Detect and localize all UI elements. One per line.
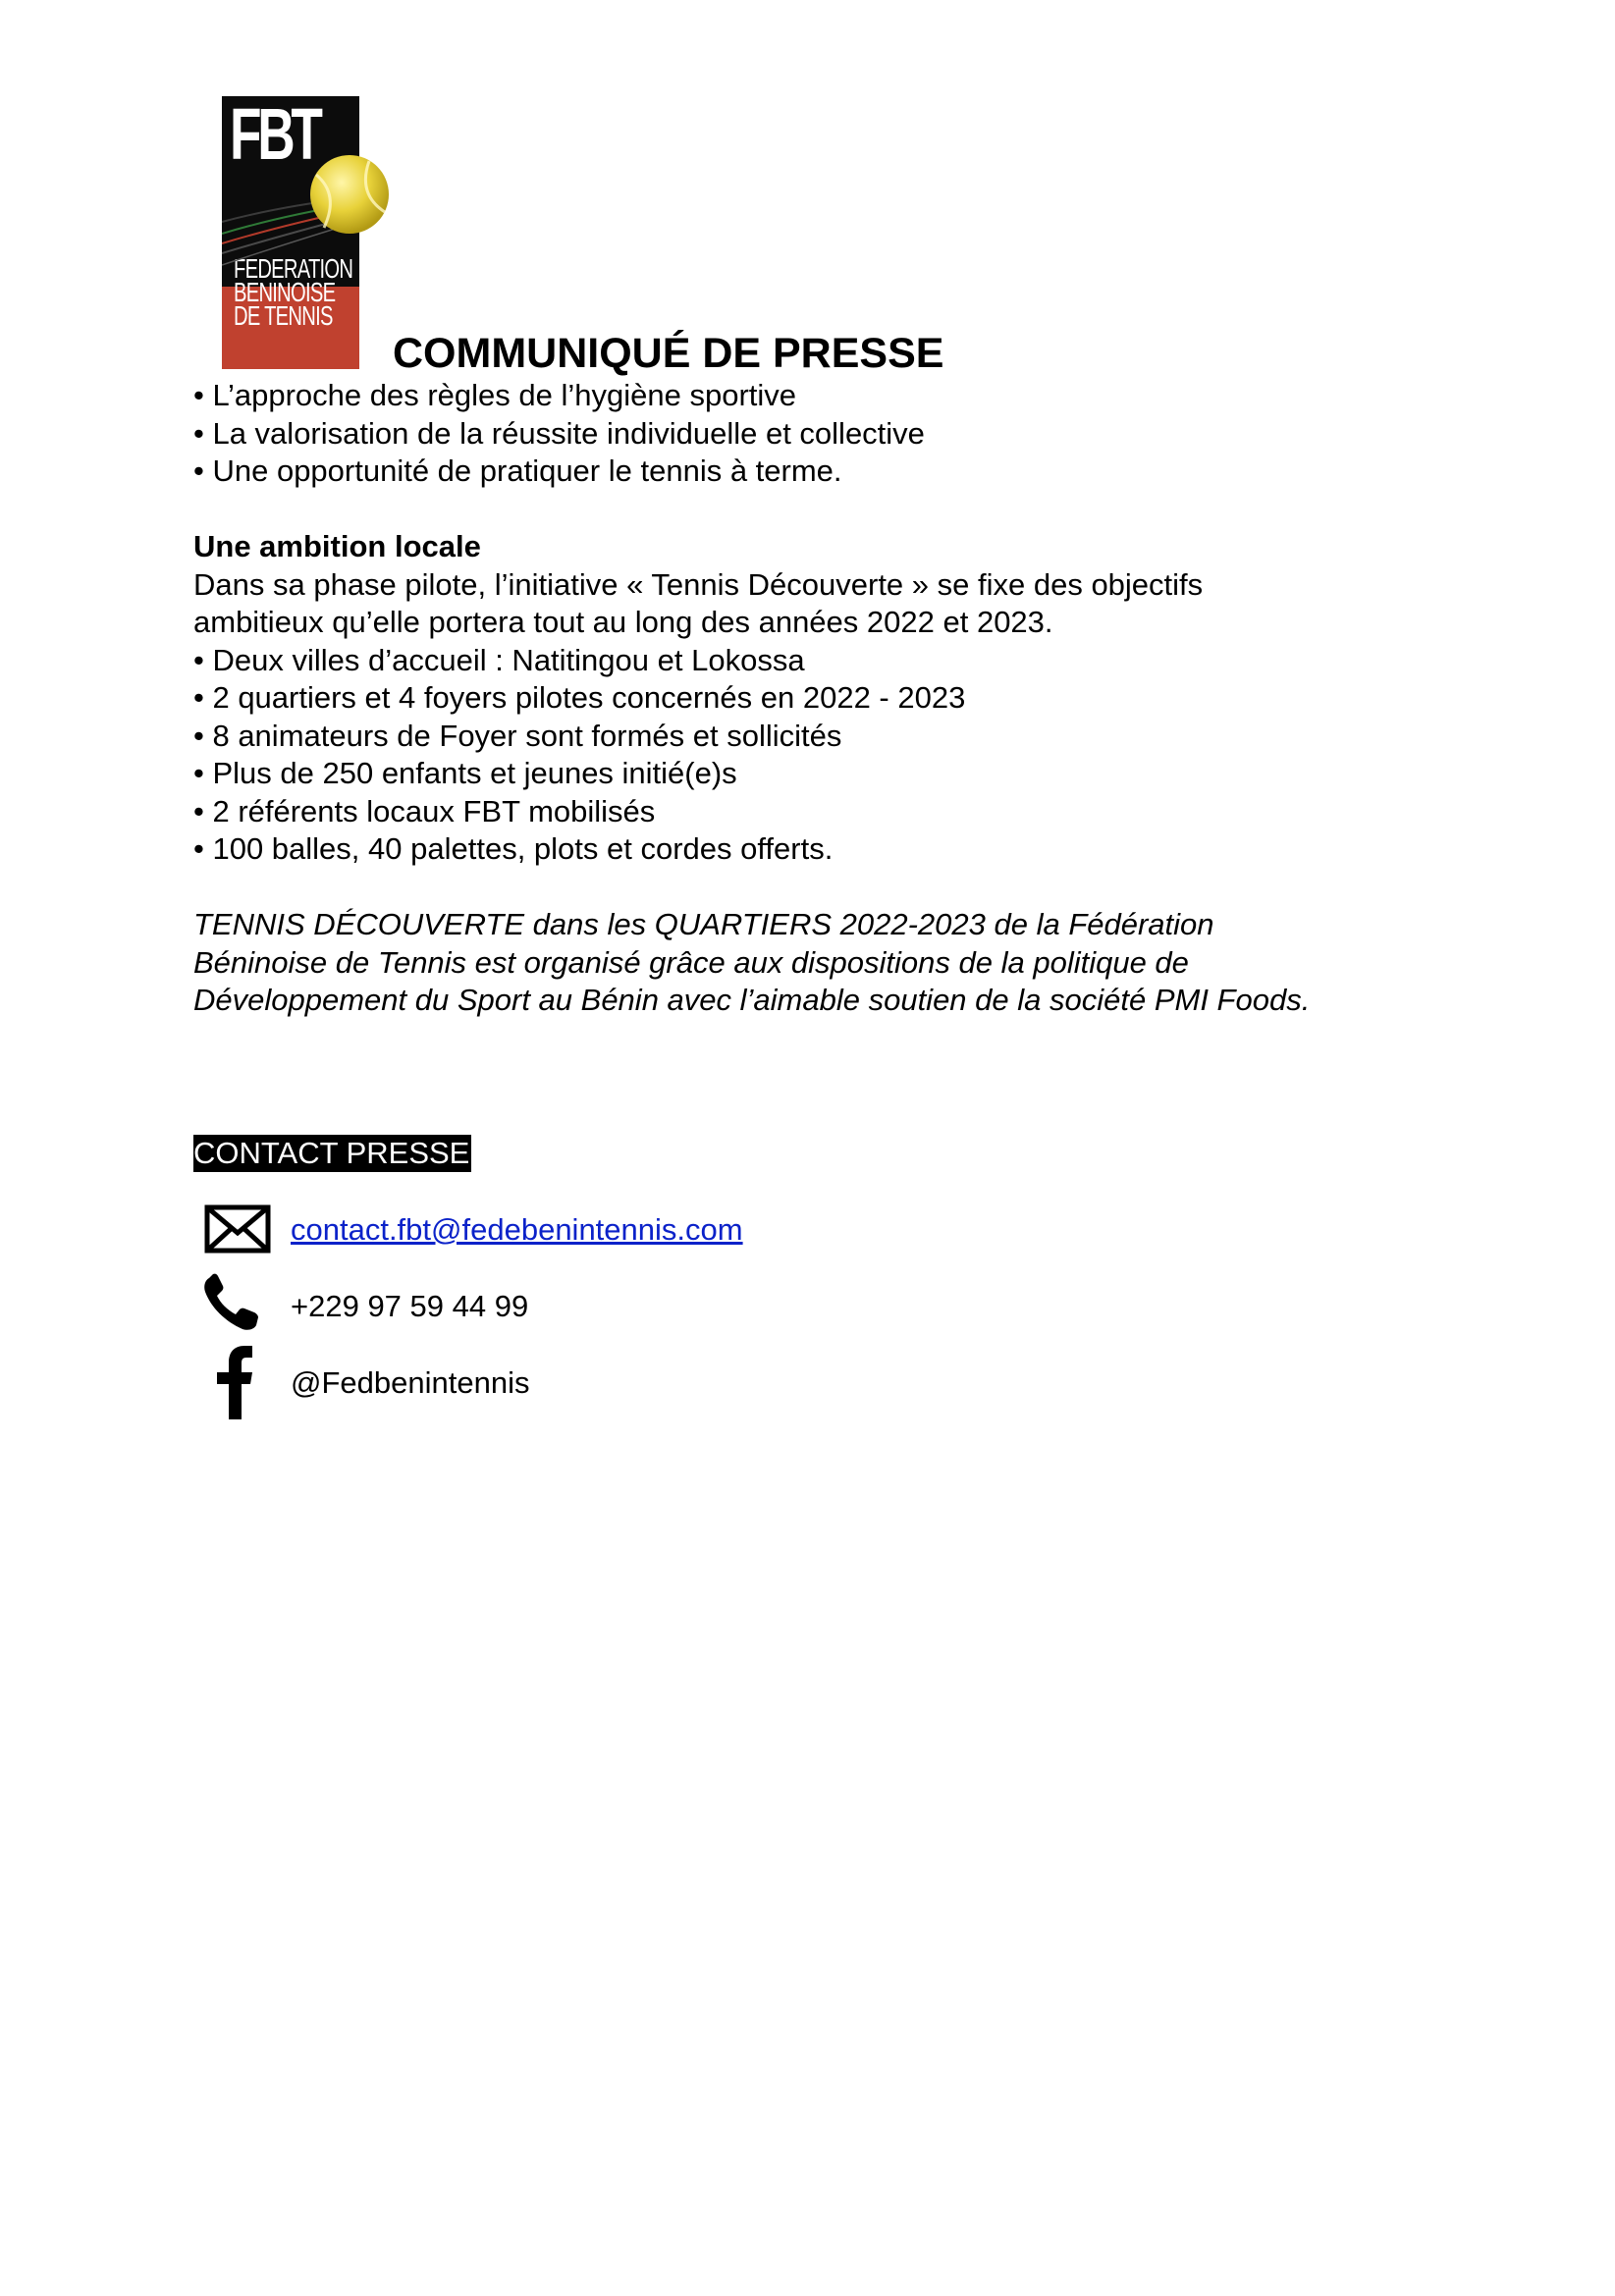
fbt-logo: [222, 96, 394, 369]
closing-line: TENNIS DÉCOUVERTE dans les QUARTIERS 2022-2023 de la Fédération: [193, 907, 1214, 941]
spacer: [193, 491, 1470, 529]
contact-press-label: CONTACT PRESSE: [193, 1136, 470, 1170]
contact-email-row: [193, 1200, 1077, 1260]
section-bullet: • 100 balles, 40 palettes, plots et cordes offerts.: [193, 831, 834, 866]
closing-line: Béninoise de Tennis est organisé grâce aux dispositions de la politique de: [193, 944, 1189, 980]
section-bullet: • Plus de 250 enfants et jeunes initié(e)s: [193, 756, 737, 790]
envelope-icon: [199, 1200, 274, 1260]
section-paragraph-line: Dans sa phase pilote, l’initiative « Tennis Découverte » se fixe des objectifs: [193, 566, 1204, 602]
intro-bullet: • Une opportunité de pratiquer le tennis à terme.: [193, 454, 842, 488]
section-bullet: • 2 quartiers et 4 foyers pilotes concernés en 2022 - 2023: [193, 680, 966, 715]
section-bullet: • Deux villes d’accueil : Natitingou et Lokossa: [193, 642, 805, 677]
body-content: [193, 377, 1470, 1020]
section-paragraph-line: ambitieux qu’elle portera tout au long des années 2022 et 2023.: [193, 605, 1053, 639]
facebook-handle[interactable]: @Fedbenintennis: [291, 1365, 530, 1400]
section-heading: Une ambition locale: [193, 529, 481, 563]
section-bullet: • 2 référents locaux FBT mobilisés: [193, 793, 656, 828]
email-link[interactable]: contact.fbt@fedebenintennis.com: [291, 1212, 743, 1247]
facebook-icon: [199, 1345, 274, 1419]
intro-bullet: • L’approche des règles de l’hygiène sportive: [193, 378, 797, 412]
logo-subtitle-line-1: FEDERATION: [234, 253, 353, 284]
contact-facebook-row: [193, 1345, 1077, 1406]
logo-subtitle-line-3: DE TENNIS: [234, 300, 333, 331]
section-bullet: • 8 animateurs de Foyer sont formés et sollicités: [193, 718, 842, 753]
contact-phone-row: [193, 1272, 1077, 1333]
phone-number: +229 97 59 44 99: [291, 1289, 529, 1323]
spacer: [193, 869, 1470, 907]
logo-letters: FBT: [230, 96, 319, 175]
page-title: COMMUNIQUÉ DE PRESSE: [393, 330, 944, 377]
intro-bullet: • La valorisation de la réussite individuelle et collective: [193, 415, 925, 451]
tennis-ball-icon: [222, 96, 394, 369]
phone-icon: [199, 1272, 274, 1333]
logo-subtitle-line-2: BENINOISE: [234, 277, 336, 307]
closing-line: Développement du Sport au Bénin avec l’aimable soutien de la société PMI Foods.: [193, 983, 1311, 1017]
